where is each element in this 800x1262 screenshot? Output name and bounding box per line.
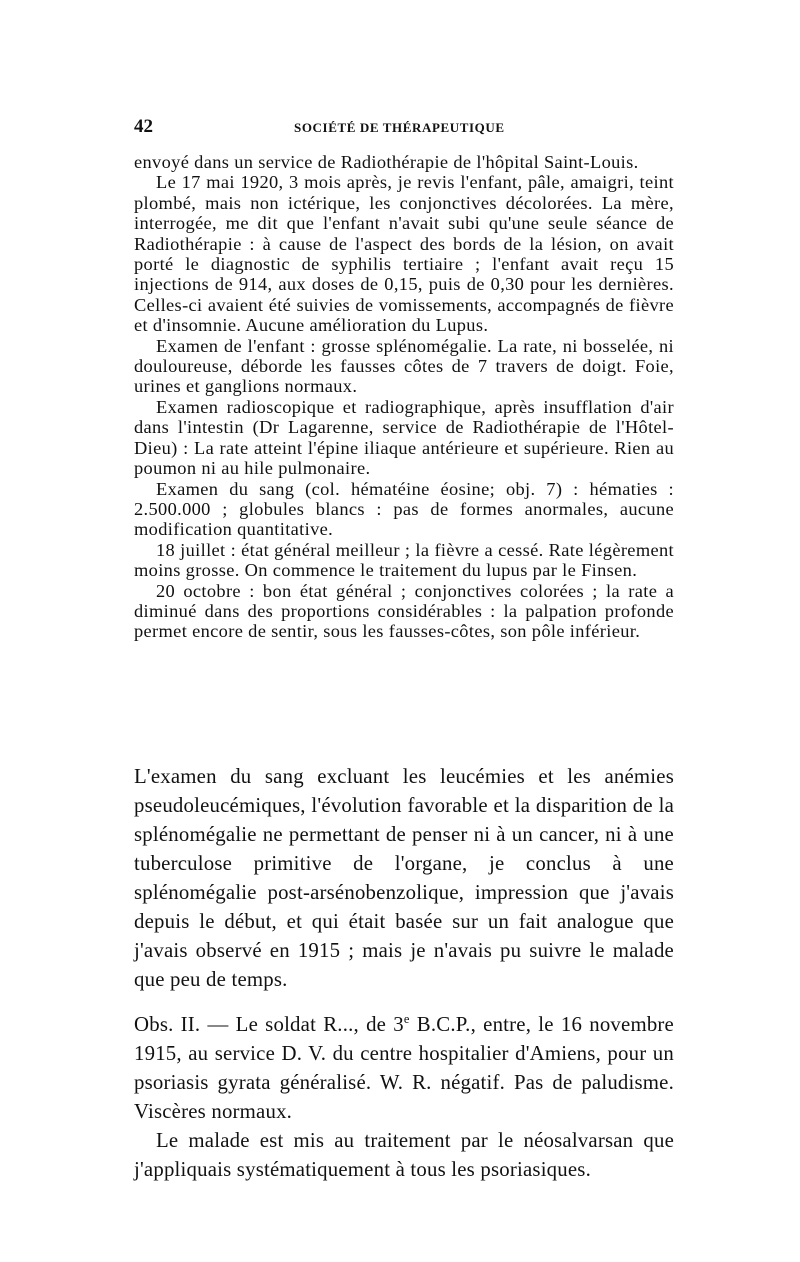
page-number: 42	[134, 116, 153, 137]
case-paragraph: Examen radioscopique et radiographique, après insufflation d'air dans l'intestin (Dr Lagarenne, service de Radiothérapie de l'Hôtel-Dieu) : La rate atteint l'épine iliaque antérieure et supérieure. Rien au poumon ni au hile pulmonaire.	[134, 396, 674, 479]
case-paragraph: Examen du sang (col. hématéine éosine; obj. 7) : hématies : 2.500.000 ; globules blancs : pas de formes anormales, aucune modification quantitative.	[134, 478, 674, 540]
page-header	[134, 116, 674, 140]
case-paragraph: envoyé dans un service de Radiothérapie de l'hôpital Saint-Louis.	[134, 152, 639, 172]
observation-paragraph	[134, 1010, 674, 1126]
running-title: SOCIÉTÉ DE THÉRAPEUTIQUE	[294, 120, 505, 135]
conclusion-paragraph: L'examen du sang excluant les leucémies et les anémies pseudoleucémiques, l'évolution favorable et la disparition de la splénomégalie ne permettant de penser ni à un cancer, ni à une tuberculose primitive de l'organe, je conclus à une splénomégalie post-arsénobenzolique, impression que j'avais depuis le début, et qui était basée sur un fait analogue que j'avais observé en 1915 ; mais je n'avais pu suivre le malade que peu de temps.	[134, 765, 674, 991]
case-paragraph: Le 17 mai 1920, 3 mois après, je revis l'enfant, pâle, amaigri, teint plombé, mais non ictérique, les conjonctives décolorées. La mère, interrogée, me dit que l'enfant n'avait subi qu'une seule séance de Radiothérapie : à cause de l'aspect des bords de la lésion, on avait porté le diagnostic de syphilis tertiaire ; l'enfant avait reçu 15 injections de 914, aux doses de 0,15, puis de 0,30 pour les dernières. Celles-ci avaient été suivies de vomissements, accompagnés de fièvre et d'insomnie. Aucune amélioration du Lupus.	[134, 172, 674, 336]
observation-text-start: Obs. II. — Le soldat R..., de 3	[134, 1013, 404, 1036]
observation-section	[134, 1010, 674, 1184]
conclusion-section	[134, 762, 674, 994]
case-paragraph: 18 juillet : état général meilleur ; la fièvre a cessé. Rate légèrement moins grosse. On commence le traitement du lupus par le Finsen.	[134, 539, 674, 581]
case-paragraph: Examen de l'enfant : grosse splénomégalie. La rate, ni bosselée, ni douloureuse, déborde les fausses côtes de 7 travers de doigt. Foie, urines et ganglions normaux.	[134, 335, 674, 397]
ordinal-superscript: e	[403, 1012, 410, 1027]
observation-text-end: B.C.P., entre, le 16 novembre 1915, au service D. V. du centre hospitalier d'Amiens, pour un psoriasis gyrata généralisé. W. R. négatif. Pas de paludisme. Viscères normaux.	[134, 1013, 674, 1123]
case-paragraph: 20 octobre : bon état général ; conjonctives colorées ; la rate a diminué dans des proportions considérables : la palpation profonde permet encore de sentir, sous les fausses-côtes, son pôle inférieur.	[134, 580, 674, 642]
treatment-paragraph: Le malade est mis au traitement par le néosalvarsan que j'appliquais systématiquement à tous les psoriasiques.	[134, 1129, 674, 1181]
case-notes	[134, 152, 674, 642]
